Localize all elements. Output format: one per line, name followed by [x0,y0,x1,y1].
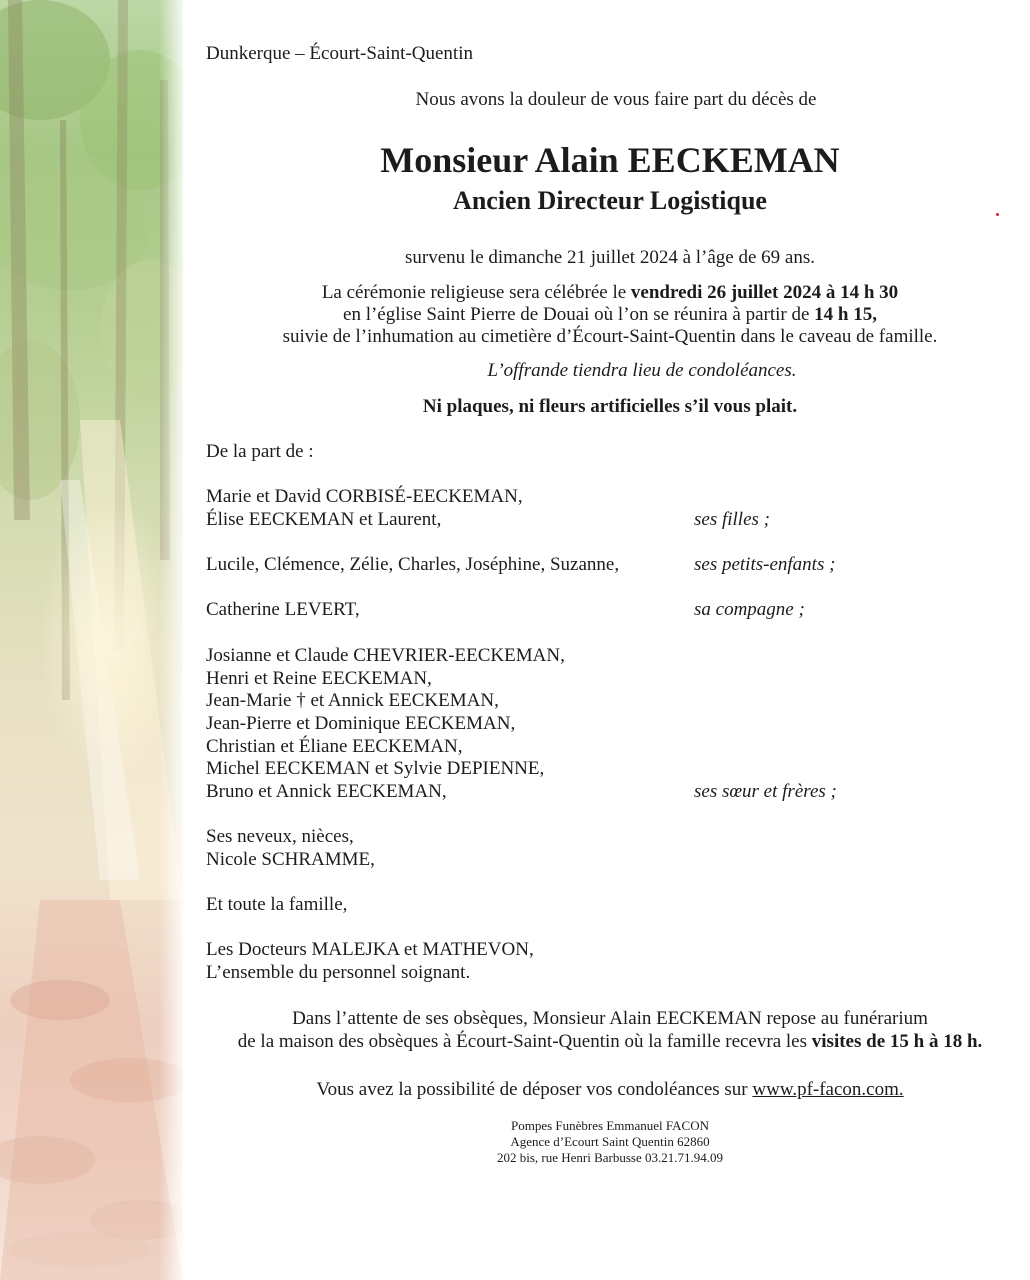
relation-companion: sa compagne ; [694,599,805,620]
family-sibling-6: Michel EECKEMAN et Sylvie DEPIENNE, [206,758,545,779]
ceremony-line-2: en l’église Saint Pierre de Douai où l’on se réunira à partir de 14 h 15, [343,304,877,325]
relation-siblings: ses sœur et frères ; [694,781,837,802]
family-sibling-2: Henri et Reine EECKEMAN, [206,668,432,689]
offering-text: L’offrande tiendra lieu de condoléances. [487,360,797,381]
family-companion: Catherine LEVERT, [206,599,360,620]
forest-illustration [0,0,183,1280]
family-sibling-4: Jean-Pierre et Dominique EECKEMAN, [206,713,516,734]
ceremony-line-1: La cérémonie religieuse sera célébrée le vendredi 26 juillet 2024 à 14 h 30 [321,282,899,303]
no-flowers-text: Ni plaques, ni fleurs artificielles s’il vous plait. [422,396,798,417]
condolences-link[interactable]: www.pf-facon.com. [752,1079,904,1100]
family-whole: Et toute la famille, [206,894,348,915]
ceremony-line-3: suivie de l’inhumation au cimetière d’Écourt-Saint-Quentin dans le caveau de famille. [282,326,938,347]
family-grandchildren: Lucile, Clémence, Zélie, Charles, Joséphine, Suzanne, [206,554,620,575]
deceased-name: Monsieur Alain EECKEMAN [380,140,840,180]
forest-photo-strip [0,0,183,1280]
relation-grandchildren: ses petits-enfants ; [694,554,836,575]
condolences-line: Vous avez la possibilité de déposer vos condoléances sur www.pf-facon.com. [316,1079,904,1100]
footer-agency: Agence d’Ecourt Saint Quentin 62860 [510,1134,710,1149]
death-notice: survenu le dimanche 21 juillet 2024 à l’âge de 69 ans. [405,247,815,268]
family-daughter-1: Marie et David CORBISÉ-EECKEMAN, [206,486,523,507]
family-sibling-5: Christian et Éliane EECKEMAN, [206,736,463,757]
funerarium-line-1: Dans l’attente de ses obsèques, Monsieur Alain EECKEMAN repose au funérarium [292,1008,928,1029]
family-daughter-2: Élise EECKEMAN et Laurent, [206,509,442,530]
deceased-title: Ancien Directeur Logistique [453,186,767,215]
family-sibling-1: Josianne et Claude CHEVRIER-EECKEMAN, [206,645,565,666]
header-location: Dunkerque – Écourt-Saint-Quentin [206,43,473,64]
footer-company: Pompes Funèbres Emmanuel FACON [511,1118,709,1133]
doctors-line-1: Les Docteurs MALEJKA et MATHEVON, [206,939,534,960]
relation-daughters: ses filles ; [694,509,770,530]
funerarium-line-2: de la maison des obsèques à Écourt-Saint-Quentin où la famille recevra les visites de 15 h à 18 h. [237,1031,983,1052]
family-heading: De la part de : [206,441,314,462]
family-sibling-7: Bruno et Annick EECKEMAN, [206,781,447,802]
intro-text: Nous avons la douleur de vous faire part du décès de [415,89,817,110]
family-sibling-3: Jean-Marie † et Annick EECKEMAN, [206,690,499,711]
footer-address: 202 bis, rue Henri Barbusse 03.21.71.94.09 [496,1150,724,1165]
red-dot-mark [996,213,999,216]
family-nicole: Nicole SCHRAMME, [206,849,375,870]
doctors-line-2: L’ensemble du personnel soignant. [206,962,471,983]
family-nephews: Ses neveux, nièces, [206,826,354,847]
